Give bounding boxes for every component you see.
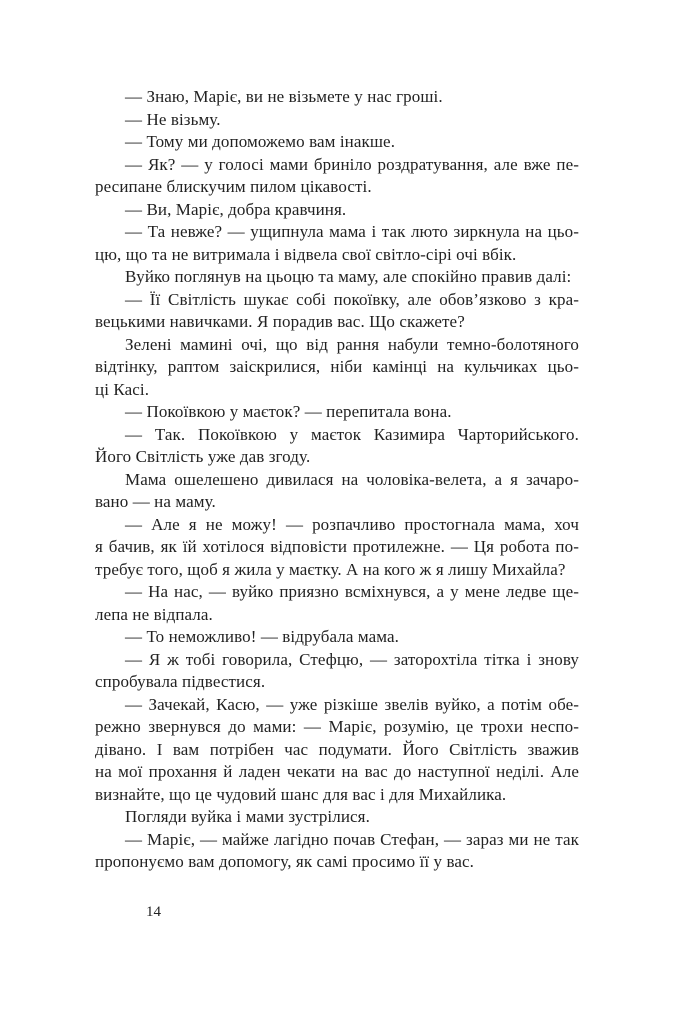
text-line: визнайте, що це чудовий шанс для вас і для Михайлика. [95, 784, 507, 804]
paragraph [95, 221, 579, 266]
text-line: — Її Світлість шукає собі покоївку, але обов’язково з кра- [125, 289, 579, 309]
paragraph [95, 334, 579, 402]
text-line: пропонуємо вам допомогу, як самі просимо її у вас. [95, 852, 475, 871]
paragraph [95, 469, 579, 514]
text-line: — Але я не можу! — розпачливо простогнала мама, хоч [125, 514, 579, 534]
text-line: — Не візьму. [125, 109, 221, 129]
page-number: 14 [146, 904, 161, 920]
text-line: лепа не відпала. [95, 604, 213, 624]
paragraph [95, 694, 579, 807]
text-line: цю, що та не витримала і відвела свої світло-сірі очі вбік. [95, 244, 517, 264]
paragraph [95, 289, 579, 334]
text-line: ці Касі. [95, 379, 150, 399]
text-line: — На нас, — вуйко приязно всміхнувся, а у мене ледве ще- [125, 582, 579, 601]
text-line: — Так. Покоївкою у маєток Казимира Чарторийського. [125, 424, 579, 444]
text-line: — Маріє, — майже лагідно почав Стефан, — зараз ми не так [125, 829, 579, 849]
text-block [95, 86, 579, 874]
text-line: — Та невже? — ущипнула мама і так люто зиркнула на цьо- [125, 222, 579, 241]
text-line: ресипане блискучим пилом цікавості. [95, 177, 372, 196]
paragraph [95, 86, 579, 109]
text-line: спробувала підвестися. [95, 672, 266, 691]
text-line: вано — на маму. [95, 492, 216, 511]
text-line: — Зачекай, Касю, — уже різкіше звелів вуйко, а потім обе- [125, 694, 579, 714]
text-line: дівано. І вам потрібен час подумати. Його Світлість зважив [95, 739, 579, 759]
paragraph [95, 806, 579, 829]
text-line: вецькими навичками. Я порадив вас. Що скажете? [95, 312, 465, 331]
text-line: на мої прохання й ладен чекати на вас до наступної неділі. Але [95, 762, 579, 781]
paragraph [95, 626, 579, 649]
text-line: — Тому ми допоможемо вам інакше. [125, 132, 396, 151]
text-line: — Я ж тобі говорила, Стефцю, — заторохтіла тітка і знову [125, 649, 579, 669]
text-line: режно звернувся до мами: — Маріє, розумію, це трохи неспо- [95, 717, 579, 736]
text-line: требує того, щоб я жила у маєтку. А на кого ж я лишу Михайла? [95, 559, 566, 579]
paragraph [95, 581, 579, 626]
text-line: — То неможливо! — відрубала мама. [125, 627, 399, 646]
text-line: Мама ошелешено дивилася на чоловіка-велета, а я зачаро- [125, 469, 579, 489]
text-line: Зелені мамині очі, що від рання набули темно-болотяного [125, 334, 579, 354]
paragraph [95, 424, 579, 469]
text-line: — Ви, Маріє, добра кравчиня. [125, 199, 347, 219]
text-line: Його Світлість уже дав згоду. [95, 447, 311, 466]
text-line: — Як? — у голосі мами бриніло роздратування, але вже пе- [125, 154, 579, 174]
paragraph [95, 131, 579, 154]
text-line: Погляди вуйка і мами зустрілися. [125, 807, 370, 826]
paragraph [95, 401, 579, 424]
paragraph [95, 109, 579, 132]
text-line: відтінку, раптом заіскрилися, ніби камінці на кульчиках цьо- [95, 357, 579, 376]
text-line: — Покоївкою у маєток? — перепитала вона. [125, 402, 452, 421]
paragraph [95, 199, 579, 222]
paragraph [95, 649, 579, 694]
text-line: Вуйко поглянув на цьоцю та маму, але спокійно правив далі: [125, 267, 572, 286]
text-line: я бачив, як їй хотілося відповісти протилежне. — Ця робота по- [95, 537, 579, 556]
text-line: — Знаю, Маріє, ви не візьмете у нас гроші. [125, 87, 443, 106]
paragraph [95, 829, 579, 874]
paragraph [95, 154, 579, 199]
paragraph [95, 266, 579, 289]
paragraph [95, 514, 579, 582]
